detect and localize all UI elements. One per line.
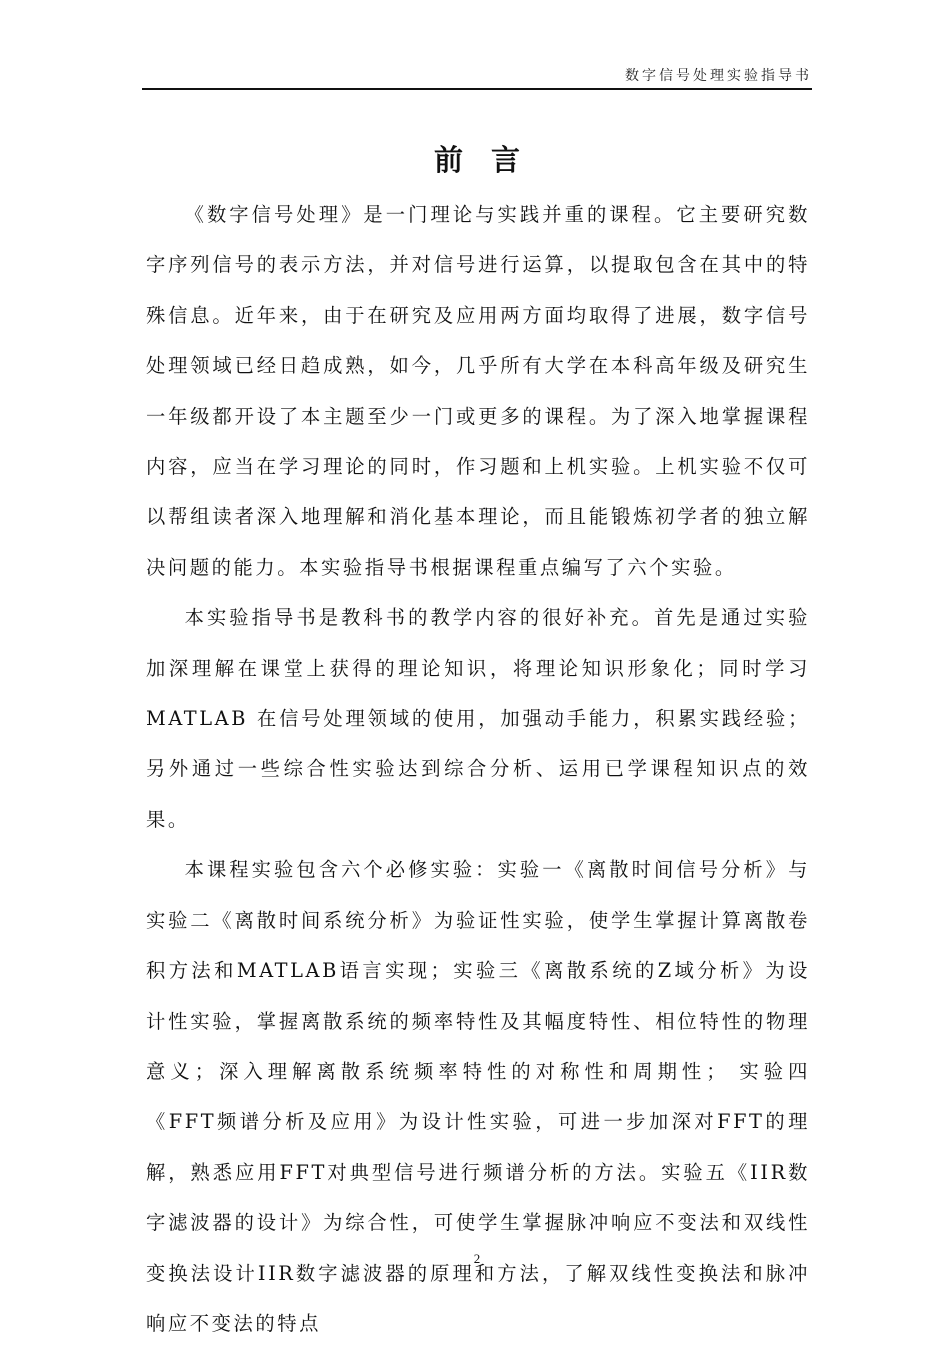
- paragraph-supplement: 本实验指导书是教科书的教学内容的很好补充。首先是通过实验加深理解在课堂上获得的理论知识，将理论知识形象化；同时学习MATLAB 在信号处理领域的使用，加强动手能力，积累实践经验；另外通过一些综合性实验达到综合分析、运用已学课程知识点的效果。: [146, 606, 810, 831]
- paragraph-experiments: 本课程实验包含六个必修实验：实验一《离散时间信号分析》与实验二《离散时间系统分析》为验证性实验，使学生掌握计算离散卷积方法和MATLAB语言实现；实验三《离散系统的Z域分析》为设计性实验，掌握离散系统的频率特性及其幅度特性、相位特性的物理意义；深入理解离散系统频率特性的对称性和周期性； 实验四《FFT频谱分析及应用》为设计性实验，可进一步加深对FFT的理解，熟悉应用FFT对典型信号进行频谱分析的方法。实验五《IIR数字滤波器的设计》为综合性，可使学生掌握脉冲响应不变法和双线性变换法设计IIR数字滤波器的原理和方法，了解双线性变换法和脉冲响应不变法的特点: [146, 858, 810, 1335]
- page-number: 2: [473, 1251, 481, 1266]
- running-header: 数字信号处理实验指导书: [625, 68, 812, 84]
- body-text: [146, 190, 810, 1349]
- header-rule: [142, 88, 812, 90]
- paragraph-intro: 《数字信号处理》是一门理论与实践并重的课程。它主要研究数字序列信号的表示方法，并对信号进行运算，以提取包含在其中的特殊信息。近年来，由于在研究及应用两方面均取得了进展，数字信号处理领域已经日趋成熟，如今，几乎所有大学在本科高年级及研究生一年级都开设了本主题至少一门或更多的课程。为了深入地掌握课程内容，应当在学习理论的同时，作习题和上机实验。上机实验不仅可以帮组读者深入地理解和消化基本理论，而且能锻炼初学者的独立解决问题的能力。本实验指导书根据课程重点编写了六个实验。: [146, 203, 810, 579]
- page-title: 前言: [433, 143, 548, 178]
